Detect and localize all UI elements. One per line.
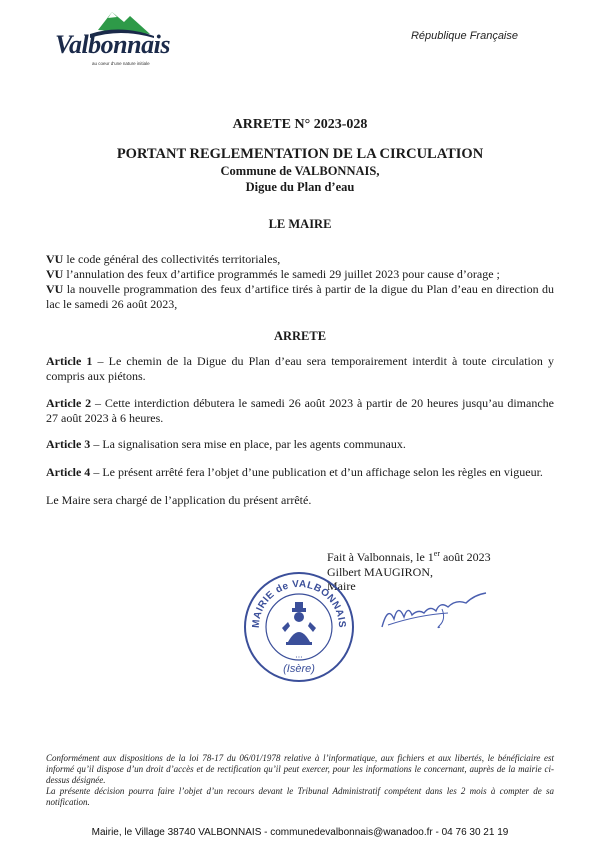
republique-francaise: République Française: [410, 30, 518, 42]
signatory-name: Gilbert MAUGIRON,: [327, 564, 433, 579]
logo-wordmark: Valbonnais: [55, 30, 170, 59]
article-4: Article 4 – Le présent arrêté fera l’objet d’une publication et d’un affichage selon les règles en vigueur.: [46, 465, 543, 479]
visa-3: VU la nouvelle programmation des feux d’artifice tirés à partir de la digue du Plan d’eau en direction du lac le samedi 26 août 2023,: [46, 282, 554, 311]
arrete-number: ARRETE N° 2023-028: [232, 117, 368, 132]
place-date: Fait à Valbonnais, le 1er août 2023: [327, 549, 491, 564]
signatory-role: Maire: [327, 579, 356, 593]
visa-1: VU le code général des collectivités territoriales,: [46, 252, 281, 266]
closing-sentence: Le Maire sera chargé de l’application du présent arrêté.: [46, 493, 312, 507]
legal-line-1: Conformément aux dispositions de la loi 78-17 du 06/01/1978 relative à l’informatique, aux fichiers et aux libertés, le bénéficiaire est informé qu’il dispose d’un droit d’accès et de rectification qu’il peut exercer, pour les informations le concernant, auprès de la mairie ci-dessus désignée.: [46, 753, 554, 785]
commune-line: Commune de VALBONNAIS,: [220, 164, 380, 178]
arrete-heading: ARRETE: [273, 329, 327, 343]
lieu-line: Digue du Plan d’eau: [245, 180, 355, 194]
article-2: Article 2 – Cette interdiction débutera le samedi 26 août 2023 à partir de 20 heures jusqu’au dimanche 27 août 2023 à 6 heures.: [46, 396, 554, 425]
svg-text:MAIRIE de VALBONNAIS: MAIRIE de VALBONNAIS: [250, 578, 348, 629]
logo-tagline: au coeur d'une nature initiale: [92, 61, 150, 66]
legal-line-2: La présente décision pourra faire l’objet d’un recours devant le Tribunal Administratif compétent dans les 2 mois à compter de sa notification.: [46, 786, 554, 807]
legal-notice: [46, 753, 554, 808]
handwritten-signature: [378, 575, 498, 635]
mairie-stamp: [242, 570, 356, 684]
article-1: Article 1 – Le chemin de la Digue du Plan d’eau sera temporairement interdit à toute circulation y compris aux piétons.: [46, 354, 554, 383]
visa-2: VU l’annulation des feux d’artifice programmés le samedi 29 juillet 2023 pour cause d’orage ;: [46, 267, 500, 281]
svg-text:• • •: • • •: [295, 654, 303, 659]
article-3: Article 3 – La signalisation sera mise en place, par les agents communaux.: [46, 437, 406, 451]
page-footer: Mairie, le Village 38740 VALBONNAIS - communedevalbonnais@wanadoo.fr - 04 76 30 21 19: [91, 827, 509, 838]
le-maire-heading: LE MAIRE: [268, 217, 332, 231]
document-title: PORTANT REGLEMENTATION DE LA CIRCULATION: [116, 146, 484, 162]
svg-text:(Isère): (Isère): [283, 663, 315, 675]
